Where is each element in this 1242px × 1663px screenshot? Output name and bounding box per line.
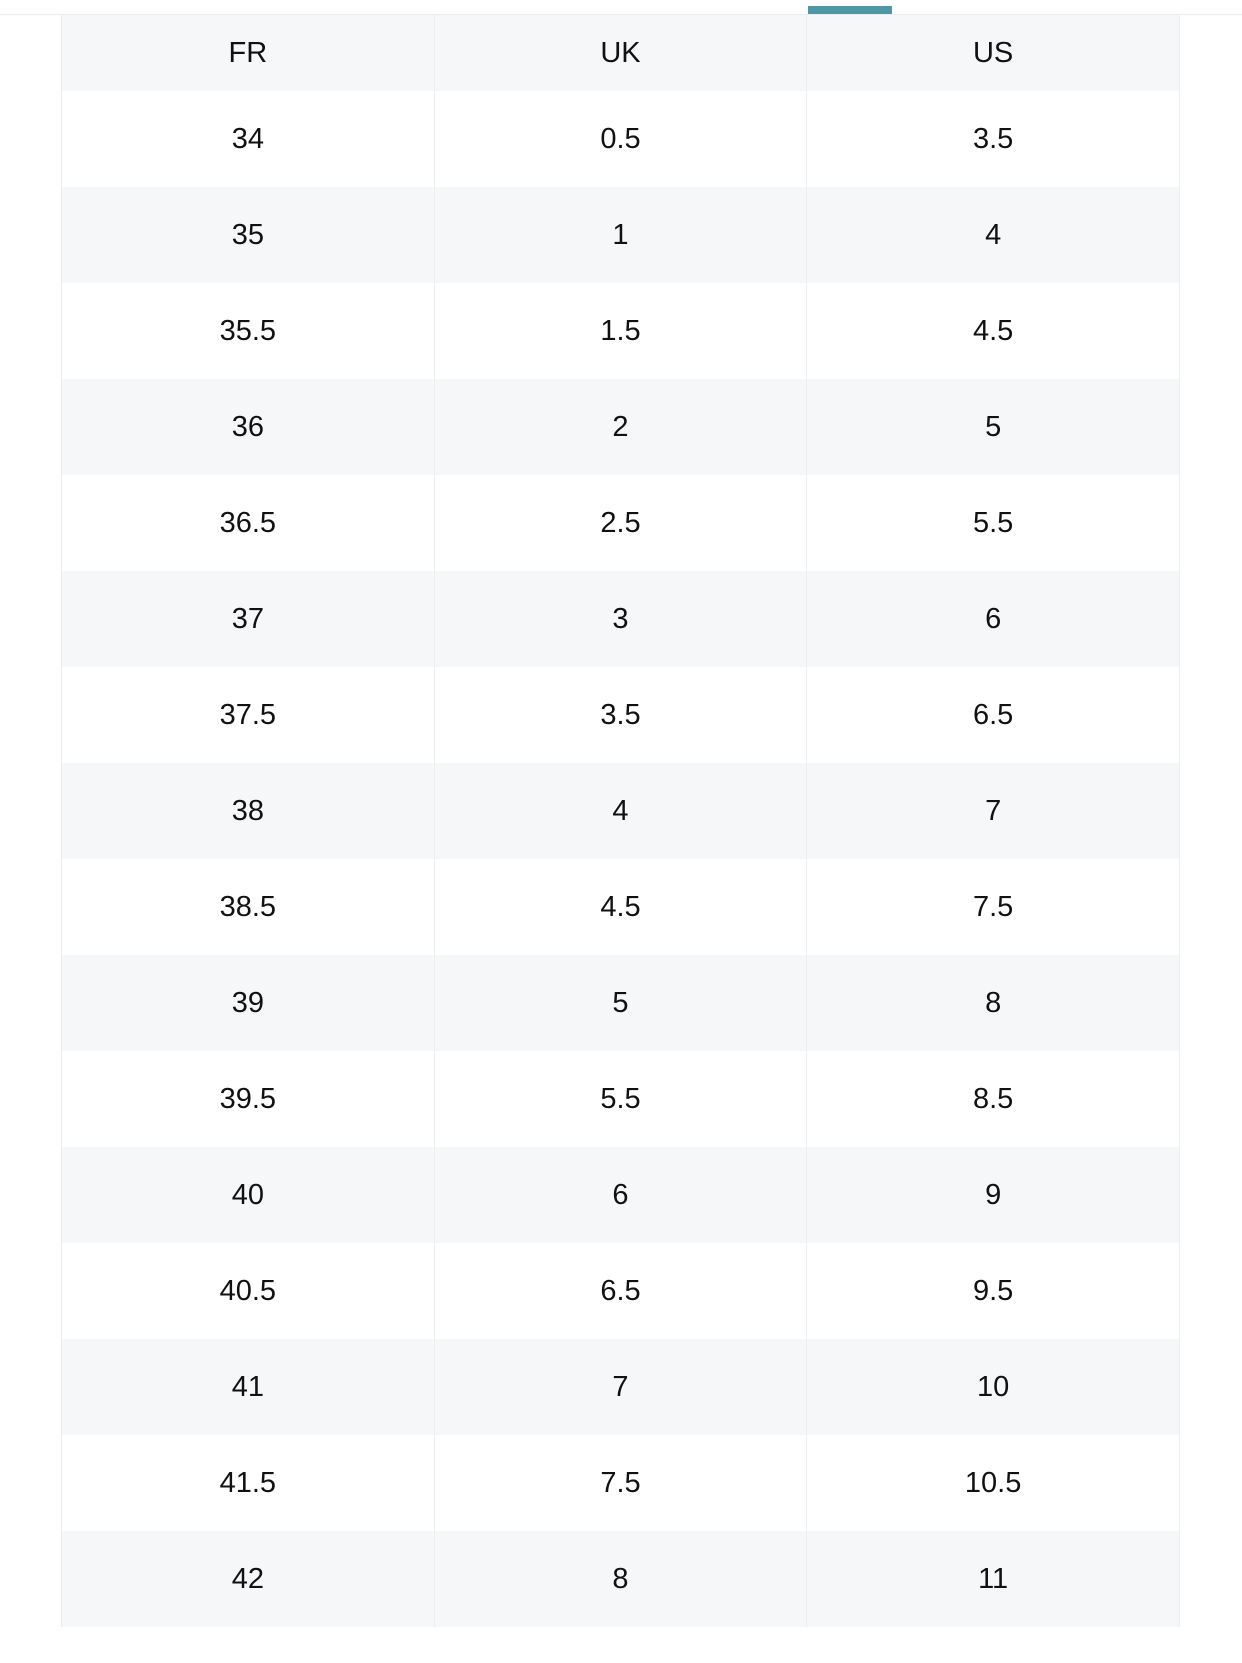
size-cell-us: 8.5 [807,1051,1180,1147]
size-cell-fr: 38.5 [62,859,435,955]
size-cell-uk: 4.5 [434,859,807,955]
size-cell-us: 4 [807,187,1180,283]
size-cell-us: 9.5 [807,1243,1180,1339]
size-cell-fr: 41 [62,1339,435,1435]
size-cell-us: 5.5 [807,475,1180,571]
size-cell-fr: 39.5 [62,1051,435,1147]
table-row [62,1531,1180,1627]
size-cell-uk: 7 [434,1339,807,1435]
size-cell-fr: 42 [62,1531,435,1627]
size-cell-uk: 1.5 [434,283,807,379]
size-cell-us: 10 [807,1339,1180,1435]
size-cell-us: 6 [807,571,1180,667]
size-cell-fr: 38 [62,763,435,859]
table-row [62,571,1180,667]
table-row [62,667,1180,763]
table-row [62,91,1180,187]
size-cell-us: 10.5 [807,1435,1180,1531]
active-tab-indicator [808,6,892,14]
size-cell-us: 5 [807,379,1180,475]
size-cell-fr: 37.5 [62,667,435,763]
column-header-fr: FR [62,15,435,91]
table-row [62,379,1180,475]
table-row [62,187,1180,283]
size-cell-fr: 36 [62,379,435,475]
column-header-us: US [807,15,1180,91]
table-row [62,1435,1180,1531]
table-row [62,955,1180,1051]
table-row [62,1147,1180,1243]
size-cell-us: 9 [807,1147,1180,1243]
size-cell-us: 7.5 [807,859,1180,955]
size-cell-fr: 41.5 [62,1435,435,1531]
size-cell-uk: 5.5 [434,1051,807,1147]
table-row [62,475,1180,571]
size-cell-fr: 35 [62,187,435,283]
size-cell-us: 3.5 [807,91,1180,187]
table-row [62,1051,1180,1147]
size-cell-uk: 8 [434,1531,807,1627]
size-conversion-table [61,15,1180,1627]
size-cell-uk: 0.5 [434,91,807,187]
size-cell-uk: 3.5 [434,667,807,763]
size-cell-us: 11 [807,1531,1180,1627]
table-row [62,1339,1180,1435]
size-cell-uk: 7.5 [434,1435,807,1531]
size-cell-fr: 34 [62,91,435,187]
size-cell-fr: 36.5 [62,475,435,571]
table-header-row [62,15,1180,91]
size-cell-us: 7 [807,763,1180,859]
size-cell-uk: 6.5 [434,1243,807,1339]
table-row [62,283,1180,379]
size-cell-fr: 40.5 [62,1243,435,1339]
column-header-uk: UK [434,15,807,91]
size-cell-uk: 1 [434,187,807,283]
size-cell-uk: 4 [434,763,807,859]
size-cell-fr: 37 [62,571,435,667]
table-row [62,763,1180,859]
size-cell-fr: 39 [62,955,435,1051]
size-cell-us: 8 [807,955,1180,1051]
size-cell-uk: 3 [434,571,807,667]
table-row [62,1243,1180,1339]
size-cell-uk: 2 [434,379,807,475]
size-cell-uk: 5 [434,955,807,1051]
size-cell-uk: 6 [434,1147,807,1243]
table-row [62,859,1180,955]
size-cell-us: 4.5 [807,283,1180,379]
size-cell-fr: 40 [62,1147,435,1243]
size-cell-uk: 2.5 [434,475,807,571]
size-cell-us: 6.5 [807,667,1180,763]
size-cell-fr: 35.5 [62,283,435,379]
